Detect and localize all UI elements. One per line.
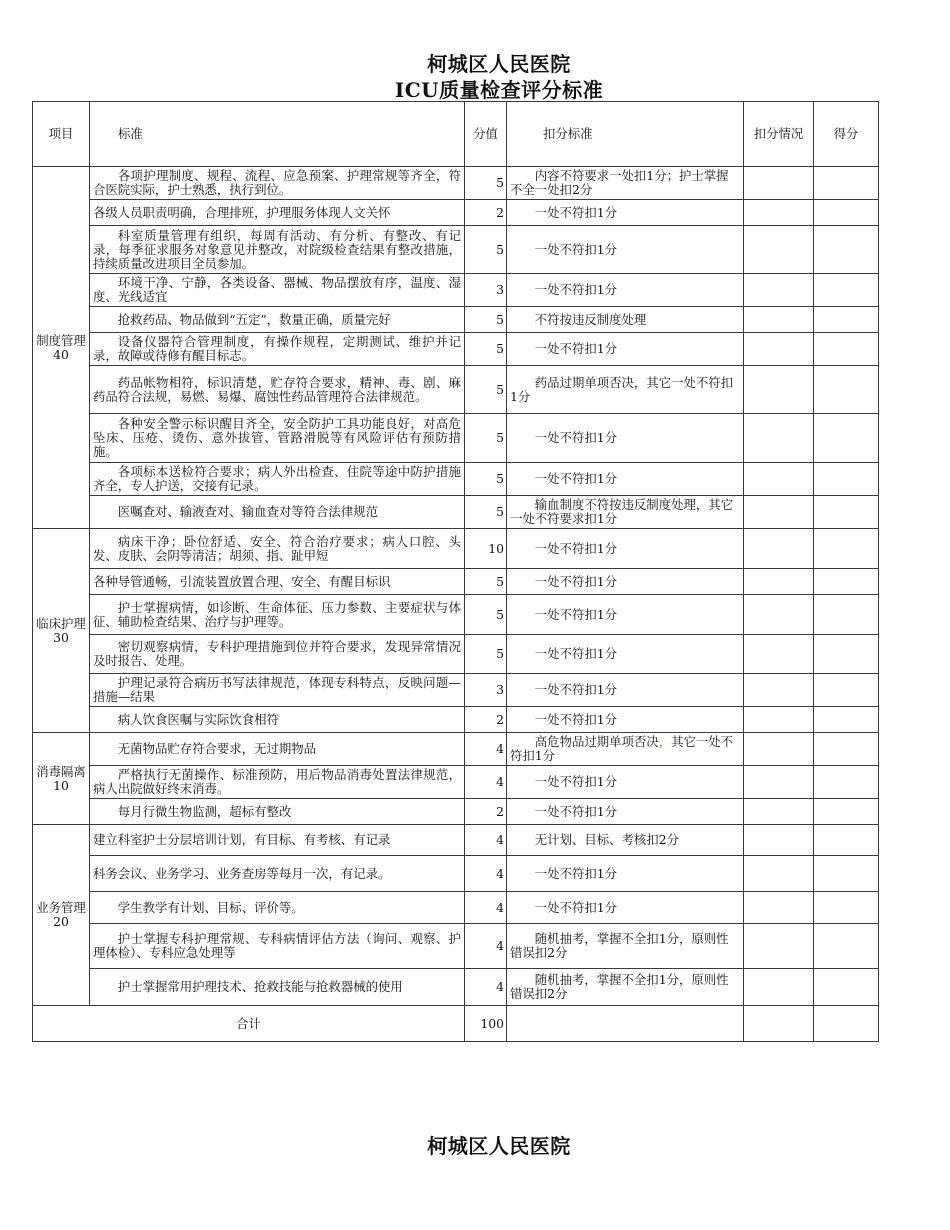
standard-cell: 护士掌握病情，如诊断、生命体征、压力参数、主要症状与体征、辅助检查结果、治疗与护理等。 (90, 595, 465, 635)
obtained-cell[interactable] (814, 274, 879, 307)
obtained-cell[interactable] (814, 892, 879, 924)
score-cell: 4 (465, 969, 507, 1006)
deduction-cell (507, 733, 744, 766)
score-table (32, 101, 879, 1042)
obtained-cell[interactable] (814, 333, 879, 366)
standard-cell: 护士掌握常用护理技术、抢救技能与抢救器械的使用 (90, 969, 465, 1006)
standard-cell: 建立科室护士分层培训计划，有目标、有考核、有记录 (90, 825, 465, 856)
section-name: 临床护理30 (33, 529, 90, 733)
score-cell: 5 (465, 463, 507, 496)
score-cell: 3 (465, 274, 507, 307)
standard-cell: 各级人员职责明确，合理排班，护理服务体现人文关怀 (90, 200, 465, 226)
deduction-cell: 药品过期单项否决，其它一处不符扣1分 (507, 366, 744, 414)
header-deduction-status: 扣分情况 (744, 102, 814, 167)
table-row (33, 924, 879, 969)
deduction-status-cell[interactable] (744, 856, 814, 892)
table-row (33, 366, 879, 414)
obtained-cell[interactable] (814, 200, 879, 226)
score-cell: 2 (465, 707, 507, 733)
score-cell: 4 (465, 856, 507, 892)
standard-cell: 无菌物品贮存符合要求，无过期物品 (90, 733, 465, 766)
obtained-cell[interactable] (814, 463, 879, 496)
table-row (33, 463, 879, 496)
score-cell: 5 (465, 307, 507, 333)
deduction-cell: 随机抽考，掌握不全扣1分，原则性错误扣2分 (507, 924, 744, 969)
standard-cell: 严格执行无菌操作、标准预防，用后物品消毒处置法律规范，病人出院做好终末消毒。 (90, 766, 465, 799)
score-cell: 5 (465, 333, 507, 366)
total-obtained-cell[interactable] (814, 1006, 879, 1042)
table-row (33, 825, 879, 856)
table-row (33, 969, 879, 1006)
score-cell: 5 (465, 569, 507, 595)
score-cell: 10 (465, 529, 507, 569)
obtained-cell[interactable] (814, 496, 879, 529)
table-row (33, 200, 879, 226)
score-cell: 2 (465, 200, 507, 226)
table-row (33, 674, 879, 707)
table-header-row (33, 102, 879, 167)
standard-cell: 密切观察病情，专科护理措施到位并符合要求，发现异常情况及时报告、处理。 (90, 635, 465, 674)
score-cell: 4 (465, 892, 507, 924)
score-cell: 5 (465, 167, 507, 200)
deduction-cell: 随机抽考，掌握不全扣1分，原则性错误扣2分 (507, 969, 744, 1006)
obtained-cell[interactable] (814, 733, 879, 766)
deduction-status-cell[interactable] (744, 766, 814, 799)
deduction-status-cell[interactable] (744, 274, 814, 307)
table-row (33, 707, 879, 733)
score-cell: 4 (465, 733, 507, 766)
obtained-cell[interactable] (814, 825, 879, 856)
score-cell: 5 (465, 595, 507, 635)
obtained-cell[interactable] (814, 414, 879, 463)
obtained-cell[interactable] (814, 529, 879, 569)
standard-cell: 医嘱查对、输液查对、输血查对等符合法律规范 (90, 496, 465, 529)
hospital-title: 柯城区人民医院 (427, 52, 571, 76)
deduction-cell: 一处不符扣1分 (507, 274, 744, 307)
deduction-status-cell[interactable] (744, 167, 814, 200)
standard-cell: 科室质量管理有组织，每周有活动、有分析、有整改、有记录，每季征求服务对象意见并整改，对院级检查结果有整改措施，持续质量改进项目全员参加。 (90, 226, 465, 274)
standard-cell: 病床干净；卧位舒适、安全、符合治疗要求；病人口腔、头发、皮肤、会阴等清洁；胡须、指、趾甲短 (90, 529, 465, 569)
total-deduction-cell (507, 1006, 744, 1042)
deduction-cell: 一处不符扣1分 (507, 707, 744, 733)
header-obtained: 得分 (814, 102, 879, 167)
standard-cell: 各种导管通畅，引流装置放置合理、安全、有醒目标识 (90, 569, 465, 595)
table-row (33, 856, 879, 892)
obtained-cell[interactable] (814, 856, 879, 892)
standard-cell: 病人饮食医嘱与实际饮食相符 (90, 707, 465, 733)
table-row (33, 529, 879, 569)
table-row (33, 167, 879, 200)
obtained-cell[interactable] (814, 167, 879, 200)
deduction-status-cell[interactable] (744, 892, 814, 924)
obtained-cell[interactable] (814, 635, 879, 674)
table-row (33, 496, 879, 529)
standard-cell: 护士掌握专科护理常规、专科病情评估方法（询问、观察、护理体检）、专科应急处理等 (90, 924, 465, 969)
deduction-status-cell[interactable] (744, 635, 814, 674)
obtained-cell[interactable] (814, 595, 879, 635)
standard-cell: 科务会议、业务学习、业务查房等每月一次，有记录。 (90, 856, 465, 892)
standard-cell: 护理记录符合病历书写法律规范，体现专科特点，反映问题—措施—结果 (90, 674, 465, 707)
deduction-text: 其它一处不符扣1分 (510, 734, 734, 763)
standard-cell: 药品帐物相符，标识清楚，贮存符合要求，精神、毒、剧、麻药品符合法规，易燃、易爆、腐蚀性药品管理符合法律规范。 (90, 366, 465, 414)
obtained-cell[interactable] (814, 366, 879, 414)
obtained-cell[interactable] (814, 924, 879, 969)
score-cell: 4 (465, 924, 507, 969)
table-row (33, 766, 879, 799)
score-cell: 5 (465, 635, 507, 674)
deduction-cell: 输血制度不符按违反制度处理，其它一处不符要求扣1分 (507, 496, 744, 529)
deduction-status-cell[interactable] (744, 414, 814, 463)
total-score: 100 (465, 1006, 507, 1042)
standard-cell: 每月行微生物监测，超标有整改 (90, 799, 465, 825)
standard-cell: 各项护理制度、规程、流程、应急预案、护理常规等齐全，符合医院实际，护士熟悉，执行到位。 (90, 167, 465, 200)
standard-cell: 抢救药品、物品做到“五定”，数量正确，质量完好 (90, 307, 465, 333)
standard-cell: 各项标本送检符合要求；病人外出检查、住院等途中防护措施齐全，专人护送，交接有记录。 (90, 463, 465, 496)
deduction-cell: 一处不符扣1分 (507, 766, 744, 799)
deduction-status-cell[interactable] (744, 529, 814, 569)
deduction-status-cell[interactable] (744, 496, 814, 529)
score-cell: 2 (465, 799, 507, 825)
deduction-cell: 不符按违反制度处理 (507, 307, 744, 333)
deduction-status-cell[interactable] (744, 825, 814, 856)
obtained-cell[interactable] (814, 766, 879, 799)
deduction-cell: 一处不符扣1分 (507, 226, 744, 274)
standard-cell: 环境干净、宁静，各类设备、器械、物品摆放有序，温度、湿度、光线适宜 (90, 274, 465, 307)
table-row (33, 892, 879, 924)
obtained-cell[interactable] (814, 707, 879, 733)
deduction-status-cell[interactable] (744, 969, 814, 1006)
section-name: 业务管理20 (33, 825, 90, 1006)
table-row (33, 307, 879, 333)
table-row (33, 414, 879, 463)
deduction-cell: 一处不符扣1分 (507, 674, 744, 707)
document-title: ICU质量检查评分标准 (394, 78, 604, 102)
deduction-status-cell[interactable] (744, 569, 814, 595)
standard-cell: 学生教学有计划、目标、评价等。 (90, 892, 465, 924)
score-cell: 5 (465, 496, 507, 529)
header-standard: 标准 (90, 102, 465, 167)
header-deduction-standard: 扣分标准 (507, 102, 744, 167)
deduction-cell: 一处不符扣1分 (507, 200, 744, 226)
standard-cell: 各种安全警示标识醒目齐全，安全防护工具功能良好，对高危坠床、压疮、烫伤、意外拔管、管路滑脱等有风险评估有预防措施。 (90, 414, 465, 463)
table-row (33, 226, 879, 274)
deduction-cell: 内容不符要求一处扣1分；护士掌握不全一处扣2分 (507, 167, 744, 200)
deduction-cell: 一处不符扣1分 (507, 635, 744, 674)
deduction-status-cell[interactable] (744, 307, 814, 333)
table-row (33, 333, 879, 366)
deduction-status-cell[interactable] (744, 463, 814, 496)
score-cell: 5 (465, 366, 507, 414)
deduction-status-cell[interactable] (744, 333, 814, 366)
obtained-cell[interactable] (814, 969, 879, 1006)
deduction-cell: 一处不符扣1分 (507, 799, 744, 825)
obtained-cell[interactable] (814, 226, 879, 274)
obtained-cell[interactable] (814, 674, 879, 707)
deduction-status-cell[interactable] (744, 799, 814, 825)
deduction-cell: 一处不符扣1分 (507, 569, 744, 595)
deduction-status-cell[interactable] (744, 226, 814, 274)
score-cell: 4 (465, 825, 507, 856)
score-cell: 5 (465, 226, 507, 274)
table-row (33, 635, 879, 674)
section-name: 制度管理40 (33, 167, 90, 529)
deduction-cell: 一处不符扣1分 (507, 414, 744, 463)
standard-cell: 设备仪器符合管理制度，有操作规程，定期测试、维护并记录，故障或待修有醒目标志。 (90, 333, 465, 366)
deduction-status-cell[interactable] (744, 674, 814, 707)
total-deduction-status-cell[interactable] (744, 1006, 814, 1042)
obtained-cell[interactable] (814, 799, 879, 825)
deduction-status-cell[interactable] (744, 733, 814, 766)
obtained-cell[interactable] (814, 569, 879, 595)
deduction-text: 高危物品过期单项否决 (534, 734, 659, 749)
deduction-status-cell[interactable] (744, 366, 814, 414)
deduction-cell: 一处不符扣1分 (507, 892, 744, 924)
total-row (33, 1006, 879, 1042)
table-row (33, 733, 879, 766)
deduction-status-cell[interactable] (744, 200, 814, 226)
score-cell: 4 (465, 766, 507, 799)
header-score: 分值 (465, 102, 507, 167)
score-cell: 3 (465, 674, 507, 707)
header-item: 项目 (33, 102, 90, 167)
obtained-cell[interactable] (814, 307, 879, 333)
deduction-cell: 一处不符扣1分 (507, 333, 744, 366)
deduction-status-cell[interactable] (744, 595, 814, 635)
green-comma: ， (658, 734, 672, 749)
deduction-cell: 一处不符扣1分 (507, 463, 744, 496)
table-row (33, 595, 879, 635)
table-row (33, 274, 879, 307)
deduction-status-cell[interactable] (744, 707, 814, 733)
score-cell: 5 (465, 414, 507, 463)
deduction-cell: 一处不符扣1分 (507, 529, 744, 569)
hospital-title-next-page: 柯城区人民医院 (427, 1134, 571, 1158)
deduction-status-cell[interactable] (744, 924, 814, 969)
deduction-cell: 一处不符扣1分 (507, 595, 744, 635)
deduction-cell: 一处不符扣1分 (507, 856, 744, 892)
deduction-cell: 无计划、目标、考核扣2分 (507, 825, 744, 856)
total-label: 合计 (33, 1006, 465, 1042)
table-row (33, 799, 879, 825)
table-row (33, 569, 879, 595)
section-name: 消毒隔离10 (33, 733, 90, 825)
